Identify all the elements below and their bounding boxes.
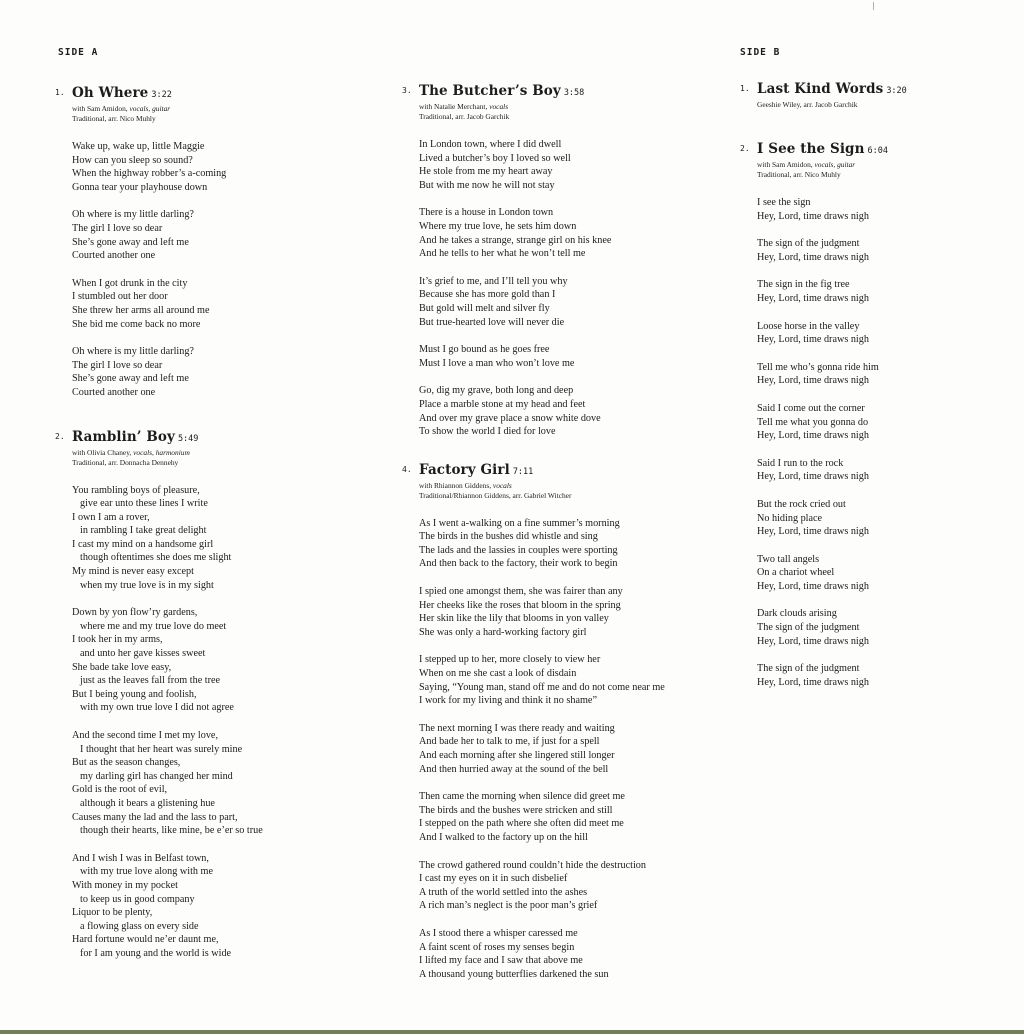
lyric-line: I cast my mind on a handsome girl <box>72 538 214 550</box>
lyric-line: The birds and the bushes were stricken and still <box>419 804 613 816</box>
track-number: 4. <box>402 464 412 474</box>
lyric-line: The sign of the judgment <box>757 663 860 675</box>
lyric-line: As I stood there a whisper caressed me <box>419 927 578 939</box>
song-title: Last Kind Words <box>757 81 884 97</box>
song-block <box>55 84 263 400</box>
lyric-line: Courted another one <box>72 386 156 398</box>
stanza <box>419 927 665 981</box>
lyric-line: Her cheeks like the roses that bloom in the spring <box>419 599 621 611</box>
lyric-line: In London town, where I did dwell <box>419 139 562 150</box>
song-block <box>402 82 665 439</box>
song-title: Ramblin’ Boy <box>72 428 175 445</box>
lyric-line: where me and my true love do meet <box>80 620 227 632</box>
lyric-line: The sign in the fig tree <box>757 279 850 291</box>
stanza <box>419 653 665 707</box>
lyric-line: Causes many the lad and the lass to part, <box>72 811 238 823</box>
song-duration: 3:20 <box>886 86 907 96</box>
stanza <box>419 206 665 260</box>
lyric-line: And then back to the factory, their work to begin <box>419 558 618 570</box>
performer-name: with Rhiannon Giddens, <box>419 480 492 490</box>
lyric-line: just as the leaves fall from the tree <box>80 675 221 687</box>
lyric-line: Hey, Lord, time draws nigh <box>757 580 869 592</box>
lyric-line: When the highway robber’s a-coming <box>72 168 227 180</box>
stanza <box>757 402 907 443</box>
performer-name: with Olivia Chaney, <box>72 447 132 457</box>
lyric-line: And I wish I was in Belfast town, <box>72 852 209 864</box>
lyric-line: with my own true love I did not agree <box>80 702 234 714</box>
lyric-line: On a chariot wheel <box>757 567 835 579</box>
lyric-line: When on me she cast a look of disdain <box>419 668 577 680</box>
stanza <box>757 662 907 689</box>
lyric-line: I thought that her heart was surely mine <box>80 743 243 755</box>
lyric-line: How can you sleep so sound? <box>72 154 193 166</box>
lyric-line: Hey, Lord, time draws nigh <box>757 676 869 688</box>
lyric-line: my darling girl has changed her mind <box>80 770 233 782</box>
lyrics <box>757 196 907 689</box>
lyrics <box>419 138 665 439</box>
song-duration: 7:11 <box>512 466 534 477</box>
title-line <box>757 80 907 100</box>
lyric-line: Hey, Lord, time draws nigh <box>757 251 869 263</box>
lyric-line: Where my true love, he sets him down <box>419 220 577 232</box>
performer-name: with Sam Amidon, <box>757 160 813 169</box>
lyric-line: I cast my eyes on it in such disbelief <box>419 873 568 885</box>
lyric-line: And over my grave place a snow white dove <box>419 412 601 424</box>
lyric-line: Because she has more gold than I <box>419 289 556 301</box>
stanza <box>757 278 907 305</box>
stanza <box>72 729 263 838</box>
track-number: 1. <box>55 88 65 97</box>
lyric-line: A faint scent of roses my senses begin <box>419 941 575 953</box>
stanza <box>72 345 263 399</box>
stanza <box>757 498 907 539</box>
lyric-line: Tell me who’s gonna ride him <box>757 361 879 373</box>
lyric-line: And he tells to her what he won’t tell me <box>419 248 586 260</box>
lyric-line: And each morning after she lingered still longer <box>419 750 615 761</box>
lyric-line: Hey, Lord, time draws nigh <box>757 430 869 442</box>
lyric-line: When I got drunk in the city <box>72 277 188 289</box>
lyric-line: Then came the morning when silence did greet me <box>419 791 625 803</box>
stanza <box>757 196 907 223</box>
lyric-line: A thousand young butterflies darkened the sun <box>419 968 609 980</box>
title-line <box>757 140 907 160</box>
lyric-line: The lads and the lassies in couples were sporting <box>419 544 618 556</box>
lyric-line: She was only a hard-working factory girl <box>419 626 587 638</box>
lyric-line: and unto her gave kisses sweet <box>80 648 206 660</box>
lyric-line: The crowd gathered round couldn’t hide the destruction <box>419 859 646 871</box>
lyric-line: although it bears a glistening hue <box>80 797 215 809</box>
track-number: 2. <box>740 144 750 153</box>
lyric-line: Hard fortune would ne’er daunt me, <box>72 934 219 946</box>
lyric-line: The next morning I was there ready and waiting <box>419 722 615 734</box>
lyric-line: when my true love is in my sight <box>80 579 214 591</box>
lyric-line: But the rock cried out <box>757 498 846 510</box>
lyric-line: Hey, Lord, time draws nigh <box>757 471 869 483</box>
lyric-line: Gold is the root of evil, <box>72 784 168 796</box>
track-number: 3. <box>402 86 412 95</box>
lyric-line: The girl I love so dear <box>72 222 163 234</box>
arrangement-credit: Traditional, arr. Jacob Garchik <box>419 112 510 121</box>
song-duration: 5:49 <box>177 433 199 444</box>
lyric-line: Said I come out the corner <box>757 402 865 414</box>
lyric-line: It’s grief to me, and I’ll tell you why <box>419 275 568 287</box>
song-title: I See the Sign <box>757 141 865 157</box>
lyric-line: You rambling boys of pleasure, <box>72 484 200 496</box>
lyric-line: Must I go bound as he goes free <box>419 344 550 356</box>
column-side-b <box>740 80 907 703</box>
stanza <box>72 852 263 961</box>
arrangement-credit: Traditional, arr. Donnacha Dennehy <box>72 457 179 467</box>
song-duration: 3:22 <box>151 90 172 100</box>
lyric-line: But with me now he will not stay <box>419 179 555 191</box>
lyric-line: Oh where is my little darling? <box>72 346 194 358</box>
performer-credit <box>757 160 907 170</box>
song-title: Oh Where <box>72 85 149 101</box>
side-a-label: SIDE A <box>58 47 99 58</box>
performer-instruments: vocals <box>492 480 512 490</box>
lyric-line: Saying, “Young man, stand off me and do not come near me <box>419 681 665 693</box>
stanza <box>757 553 907 594</box>
title-line <box>72 428 263 448</box>
lyric-line: And he takes a strange, strange girl on his knee <box>419 234 612 246</box>
lyric-line: though their hearts, like mine, be e’er so true <box>80 825 263 837</box>
track-number: 2. <box>55 431 65 441</box>
stanza <box>72 606 263 715</box>
lyric-line: Gonna tear your playhouse down <box>72 181 208 193</box>
lyric-line: Two tall angels <box>757 553 820 565</box>
bottom-edge-strip <box>0 1030 1024 1034</box>
stanza <box>419 790 665 844</box>
stanza <box>419 859 665 913</box>
lyric-line: Her skin like the lily that blooms in yon valley <box>419 613 609 625</box>
lyrics <box>72 140 263 400</box>
arrangement-credit: Geeshie Wiley, arr. Jacob Garchik <box>757 100 858 109</box>
lyric-line: I lifted my face and I saw that above me <box>419 955 583 967</box>
performer-instruments: vocals, guitar <box>814 160 856 169</box>
lyric-line: a flowing glass on every side <box>80 920 199 932</box>
song-block <box>740 140 907 689</box>
performer-credit <box>419 102 665 112</box>
song-block <box>740 80 907 110</box>
stanza <box>419 384 665 438</box>
arrangement-credit: Traditional, arr. Nico Muhly <box>757 170 841 179</box>
lyric-line: A truth of the world settled into the ashes <box>419 886 588 898</box>
song-duration: 6:04 <box>867 146 888 156</box>
lyric-line: I stepped on the path where she often did meet me <box>419 818 624 830</box>
lyric-line: She threw her arms all around me <box>72 304 210 316</box>
lyric-line: though oftentimes she does me slight <box>80 552 232 564</box>
lyric-line: Hey, Lord, time draws nigh <box>757 292 869 304</box>
lyric-line: Hey, Lord, time draws nigh <box>757 334 869 346</box>
lyric-line: with my true love along with me <box>80 866 213 878</box>
performer-name: with Natalie Merchant, <box>419 102 488 111</box>
lyric-line: And then hurried away at the sound of the bell <box>419 763 609 775</box>
lyric-line: I stepped up to her, more closely to view her <box>419 654 601 666</box>
lyric-line: Place a marble stone at my head and feet <box>419 398 586 410</box>
performer-instruments: vocals, harmonium <box>133 447 190 457</box>
song-block <box>55 428 263 961</box>
lyric-line: Loose horse in the valley <box>757 320 860 332</box>
lyric-line: I took her in my arms, <box>72 634 163 646</box>
stanza <box>757 457 907 484</box>
track-number: 1. <box>740 84 750 93</box>
lyric-line: Go, dig my grave, both long and deep <box>419 385 574 397</box>
lyric-line: But as the season changes, <box>72 757 181 769</box>
stanza <box>419 585 665 639</box>
lyric-line: She’s gone away and left me <box>72 373 189 385</box>
lyric-line: But true-hearted love will never die <box>419 316 565 328</box>
lyric-line: The sign of the judgment <box>757 238 860 250</box>
title-line <box>419 82 665 102</box>
lyric-line: Hey, Lord, time draws nigh <box>757 210 869 222</box>
stanza <box>72 277 263 331</box>
lyric-line: I work for my living and think it no shame” <box>419 695 597 707</box>
lyric-line: To show the world I died for love <box>419 426 556 438</box>
stanza <box>757 320 907 347</box>
lyric-line: My mind is never easy except <box>72 566 194 578</box>
lyric-line: in rambling I take great delight <box>80 525 207 537</box>
lyric-line: Tell me what you gonna do <box>757 416 869 428</box>
lyric-line: A rich man’s neglect is the poor man’s grief <box>419 900 598 912</box>
stanza <box>419 138 665 192</box>
lyrics <box>419 517 665 982</box>
performer-credit <box>72 104 263 114</box>
lyric-line: She bid me come back no more <box>72 318 201 330</box>
song-title: The Butcher’s Boy <box>419 83 561 99</box>
stanza <box>72 208 263 262</box>
lyric-line: to keep us in good company <box>80 893 195 905</box>
crop-mark <box>873 2 874 10</box>
stanza <box>757 237 907 264</box>
arrangement-credit: Traditional, arr. Nico Muhly <box>72 114 156 123</box>
stanza <box>72 484 263 593</box>
lyric-line: With money in my pocket <box>72 879 178 891</box>
column-side-a-right <box>402 82 665 995</box>
lyric-line: give ear unto these lines I write <box>80 498 208 510</box>
lyric-line: Liquor to be plenty, <box>72 907 153 919</box>
song-title: Factory Girl <box>419 461 510 478</box>
lyric-line: Said I run to the rock <box>757 457 844 469</box>
lyric-line: The sign of the judgment <box>757 622 860 634</box>
lyric-line: Down by yon flow’ry gardens, <box>72 607 198 619</box>
lyric-line: Must I love a man who won’t love me <box>419 357 575 369</box>
lyric-line: But gold will melt and silver fly <box>419 302 550 314</box>
song-duration: 3:58 <box>563 88 585 98</box>
lyric-line: And the second time I met my love, <box>72 730 218 741</box>
lyric-line: Hey, Lord, time draws nigh <box>757 635 869 647</box>
stanza <box>419 517 665 571</box>
title-line <box>419 461 665 481</box>
lyric-line: Courted another one <box>72 250 156 262</box>
lyric-line: There is a house in London town <box>419 207 554 219</box>
lyric-line: No hiding place <box>757 512 823 524</box>
stanza <box>757 607 907 648</box>
stanza <box>419 275 665 329</box>
lyric-line: Hey, Lord, time draws nigh <box>757 375 869 387</box>
lyric-line: I stumbled out her door <box>72 291 168 303</box>
lyric-line: The girl I love so dear <box>72 359 163 371</box>
lyric-line: Hey, Lord, time draws nigh <box>757 526 869 538</box>
lyric-line: As I went a-walking on a fine summer’s morning <box>419 517 620 529</box>
stanza <box>419 722 665 776</box>
stanza <box>757 361 907 388</box>
lyric-line: And I walked to the factory up on the hill <box>419 831 588 843</box>
performer-instruments: vocals <box>489 102 509 111</box>
lyric-line: for I am young and the world is wide <box>80 947 232 959</box>
performer-instruments: vocals, guitar <box>129 104 171 113</box>
lyric-line: And bade her to talk to me, if just for a spell <box>419 736 600 748</box>
lyric-line: I see the sign <box>757 197 811 208</box>
column-side-a-left <box>55 84 263 975</box>
lyric-line: Lived a butcher’s boy I loved so well <box>419 152 571 164</box>
lyric-line: Dark clouds arising <box>757 608 837 620</box>
lyric-line: She bade take love easy, <box>72 661 172 673</box>
lyric-line: I spied one amongst them, she was fairer than any <box>419 586 623 598</box>
lyric-line: Wake up, wake up, little Maggie <box>72 141 205 152</box>
lyric-line: But I being young and foolish, <box>72 688 197 700</box>
lyric-line: He stole from me my heart away <box>419 166 553 178</box>
lyric-line: Oh where is my little darling? <box>72 209 194 221</box>
arrangement-credit: Traditional/Rhiannon Giddens, arr. Gabriel Witcher <box>419 490 572 500</box>
title-line <box>72 84 263 104</box>
stanza <box>419 343 665 370</box>
stanza <box>72 140 263 194</box>
song-block <box>402 461 665 982</box>
performer-credit <box>419 481 665 491</box>
performer-name: with Sam Amidon, <box>72 104 128 113</box>
side-b-label: SIDE B <box>740 47 781 58</box>
performer-credit <box>72 448 263 458</box>
lyric-line: She’s gone away and left me <box>72 236 189 248</box>
lyric-line: I own I am a rover, <box>72 511 150 523</box>
lyrics <box>72 484 263 961</box>
lyric-line: The birds in the bushes did whistle and sing <box>419 531 598 543</box>
